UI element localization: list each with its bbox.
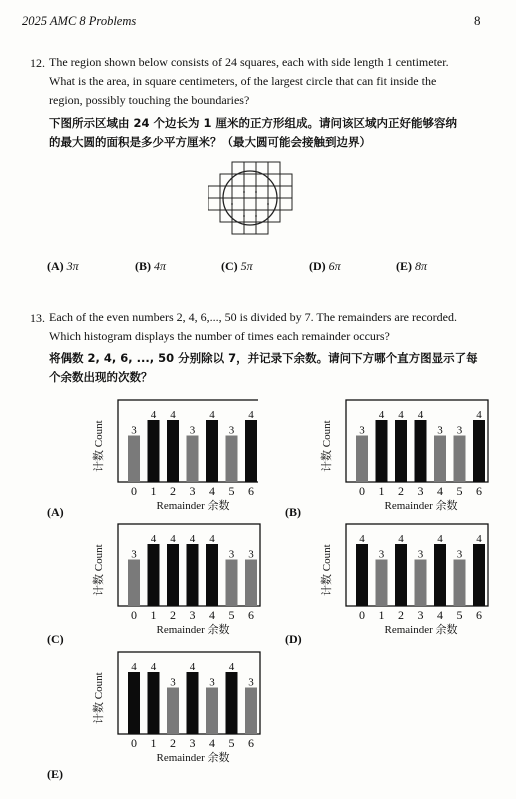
- data-label-4: 4: [437, 533, 443, 545]
- problem-12-text-en-2: What is the area, in square centimeters, of the largest circle that can fit inside the: [49, 74, 437, 88]
- tick-label-4: 4: [209, 736, 215, 750]
- tick-label-1: 1: [378, 484, 385, 498]
- data-label-2: 4: [398, 409, 404, 421]
- bar-6: [473, 544, 485, 606]
- data-label-2: 4: [398, 533, 404, 545]
- bar-0: [128, 672, 140, 734]
- bar-3: [187, 544, 199, 606]
- problem-13-number: 13.: [30, 311, 45, 325]
- tick-label-6: 6: [476, 484, 482, 498]
- tick-label-4: 4: [437, 484, 443, 498]
- bar-4: [434, 436, 446, 483]
- grid-region-figure: [208, 160, 296, 236]
- data-label-3: 4: [417, 409, 424, 421]
- data-label-6: 4: [476, 533, 482, 545]
- data-label-1: 4: [150, 661, 157, 673]
- data-label-5: 3: [228, 424, 235, 437]
- bar-1: [148, 544, 160, 606]
- data-label-5: 3: [456, 424, 463, 437]
- tick-label-2: 2: [170, 736, 176, 750]
- y-axis-label: 计数 Count: [93, 544, 105, 596]
- bar-5: [454, 560, 466, 607]
- tick-label-2: 2: [170, 608, 176, 622]
- histogram-a-label: (A): [47, 505, 64, 519]
- problem-12-text-en-1: The region shown below consists of 24 squares, each with side length 1 centimeter.: [49, 55, 449, 69]
- tick-label-1: 1: [150, 736, 157, 750]
- bar-2: [395, 420, 407, 482]
- x-axis-label: Remainder 余数: [156, 500, 230, 512]
- tick-label-5: 5: [456, 608, 463, 622]
- q12-option-a: (A) 3π: [47, 259, 79, 273]
- tick-label-4: 4: [209, 484, 215, 498]
- bar-1: [376, 420, 388, 482]
- q12-option-c: (C) 5π: [221, 259, 253, 273]
- tick-label-5: 5: [456, 484, 463, 498]
- bar-1: [376, 560, 388, 607]
- tick-label-0: 0: [131, 484, 137, 498]
- data-label-0: 3: [131, 424, 137, 437]
- bar-4: [206, 688, 218, 735]
- bar-6: [245, 420, 257, 482]
- tick-label-2: 2: [398, 484, 404, 498]
- data-label-0: 4: [359, 533, 365, 545]
- y-axis-label: 计数 Count: [321, 420, 333, 472]
- data-label-2: 4: [170, 409, 176, 421]
- data-label-6: 3: [248, 548, 254, 561]
- data-label-2: 4: [170, 533, 176, 545]
- tick-label-2: 2: [398, 608, 404, 622]
- tick-label-6: 6: [248, 608, 254, 622]
- bar-1: [148, 420, 160, 482]
- x-axis-label: Remainder 余数: [156, 624, 230, 636]
- bar-3: [187, 436, 199, 483]
- tick-label-5: 5: [228, 736, 235, 750]
- bar-6: [473, 420, 485, 482]
- tick-label-3: 3: [189, 608, 196, 622]
- y-axis-label: 计数 Count: [93, 672, 105, 724]
- x-axis-label: Remainder 余数: [384, 624, 458, 636]
- data-label-4: 4: [209, 409, 215, 421]
- bar-3: [415, 420, 427, 482]
- tick-label-1: 1: [150, 484, 157, 498]
- data-label-5: 3: [456, 548, 463, 561]
- tick-label-5: 5: [228, 608, 235, 622]
- histogram-d: [316, 522, 496, 640]
- bar-4: [206, 420, 218, 482]
- tick-label-0: 0: [359, 484, 365, 498]
- bar-2: [167, 420, 179, 482]
- data-label-3: 3: [417, 548, 424, 561]
- tick-label-1: 1: [378, 608, 385, 622]
- histogram-b-label: (B): [285, 505, 301, 519]
- tick-label-3: 3: [417, 608, 424, 622]
- data-label-2: 3: [170, 676, 176, 689]
- tick-label-3: 3: [417, 484, 424, 498]
- bar-1: [148, 672, 160, 734]
- bar-4: [206, 544, 218, 606]
- bar-0: [356, 436, 368, 483]
- bar-6: [245, 688, 257, 735]
- bar-2: [395, 544, 407, 606]
- q12-option-e: (E) 8π: [396, 259, 428, 273]
- tick-label-5: 5: [228, 484, 235, 498]
- histogram-c-label: (C): [47, 632, 64, 646]
- histogram-e: [88, 650, 268, 768]
- problem-12-text-en-3: region, possibly touching the boundaries?: [49, 93, 250, 107]
- bar-2: [167, 688, 179, 735]
- bar-5: [226, 436, 238, 483]
- tick-label-3: 3: [189, 484, 196, 498]
- tick-label-4: 4: [209, 608, 215, 622]
- data-label-6: 3: [248, 676, 254, 689]
- data-label-1: 3: [378, 548, 385, 561]
- data-label-1: 4: [150, 533, 157, 545]
- tick-label-0: 0: [131, 736, 137, 750]
- q12-option-b: (B) 4π: [135, 259, 167, 273]
- data-label-3: 3: [189, 424, 196, 437]
- tick-label-3: 3: [189, 736, 196, 750]
- y-axis-label: 计数 Count: [321, 544, 333, 596]
- tick-label-0: 0: [131, 608, 137, 622]
- x-axis-label: Remainder 余数: [384, 500, 458, 512]
- problem-13-text-cn-2: 个余数出现的次数？: [49, 370, 153, 384]
- bar-0: [356, 544, 368, 606]
- x-axis-label: Remainder 余数: [156, 752, 230, 764]
- histogram-a: [88, 398, 258, 516]
- bar-6: [245, 560, 257, 607]
- bar-0: [128, 560, 140, 607]
- bar-3: [187, 672, 199, 734]
- problem-13-text-en-1: Each of the even numbers 2, 4, 6,..., 50 is divided by 7. The remainders are recorded.: [49, 310, 457, 324]
- bar-5: [226, 672, 238, 734]
- problem-13-text-cn-1: 将偶数 2, 4, 6, ..., 50 分别除以 7，并记录下余数。请问下方哪个直方图显示了每: [49, 351, 478, 365]
- tick-label-6: 6: [248, 736, 254, 750]
- histogram-b: [316, 398, 496, 516]
- bar-0: [128, 436, 140, 483]
- data-label-3: 4: [189, 661, 196, 673]
- page-header-title: 2025 AMC 8 Problems: [22, 14, 137, 28]
- problem-12-text-cn-2: 的最大圆的面积是多少平方厘米？（最大圆可能会接触到边界）: [49, 135, 371, 149]
- data-label-6: 4: [248, 409, 254, 421]
- data-label-0: 3: [359, 424, 365, 437]
- data-label-1: 4: [378, 409, 385, 421]
- histogram-e-label: (E): [47, 767, 63, 781]
- problem-12-number: 12.: [30, 56, 45, 70]
- data-label-6: 4: [476, 409, 482, 421]
- data-label-5: 4: [228, 661, 235, 673]
- tick-label-0: 0: [359, 608, 365, 622]
- tick-label-1: 1: [150, 608, 157, 622]
- histogram-c: [88, 522, 268, 640]
- data-label-5: 3: [228, 548, 235, 561]
- y-axis-label: 计数 Count: [93, 420, 105, 472]
- data-label-3: 4: [189, 533, 196, 545]
- histogram-d-label: (D): [285, 632, 302, 646]
- data-label-4: 3: [437, 424, 443, 437]
- tick-label-2: 2: [170, 484, 176, 498]
- bar-5: [226, 560, 238, 607]
- data-label-0: 3: [131, 548, 137, 561]
- tick-label-6: 6: [476, 608, 482, 622]
- data-label-0: 4: [131, 661, 137, 673]
- data-label-4: 3: [209, 676, 215, 689]
- bar-4: [434, 544, 446, 606]
- problem-12-text-cn-1: 下图所示区域由 24 个边长为 1 厘米的正方形组成。请问该区域内正好能够容纳: [49, 116, 458, 130]
- bar-2: [167, 544, 179, 606]
- page-number: 8: [474, 13, 481, 28]
- data-label-4: 4: [209, 533, 215, 545]
- bar-3: [415, 560, 427, 607]
- q12-option-d: (D) 6π: [309, 259, 341, 273]
- data-label-1: 4: [150, 409, 157, 421]
- problem-13-text-en-2: Which histogram displays the number of times each remainder occurs?: [49, 329, 390, 343]
- tick-label-6: 6: [248, 484, 254, 498]
- bar-5: [454, 436, 466, 483]
- tick-label-4: 4: [437, 608, 443, 622]
